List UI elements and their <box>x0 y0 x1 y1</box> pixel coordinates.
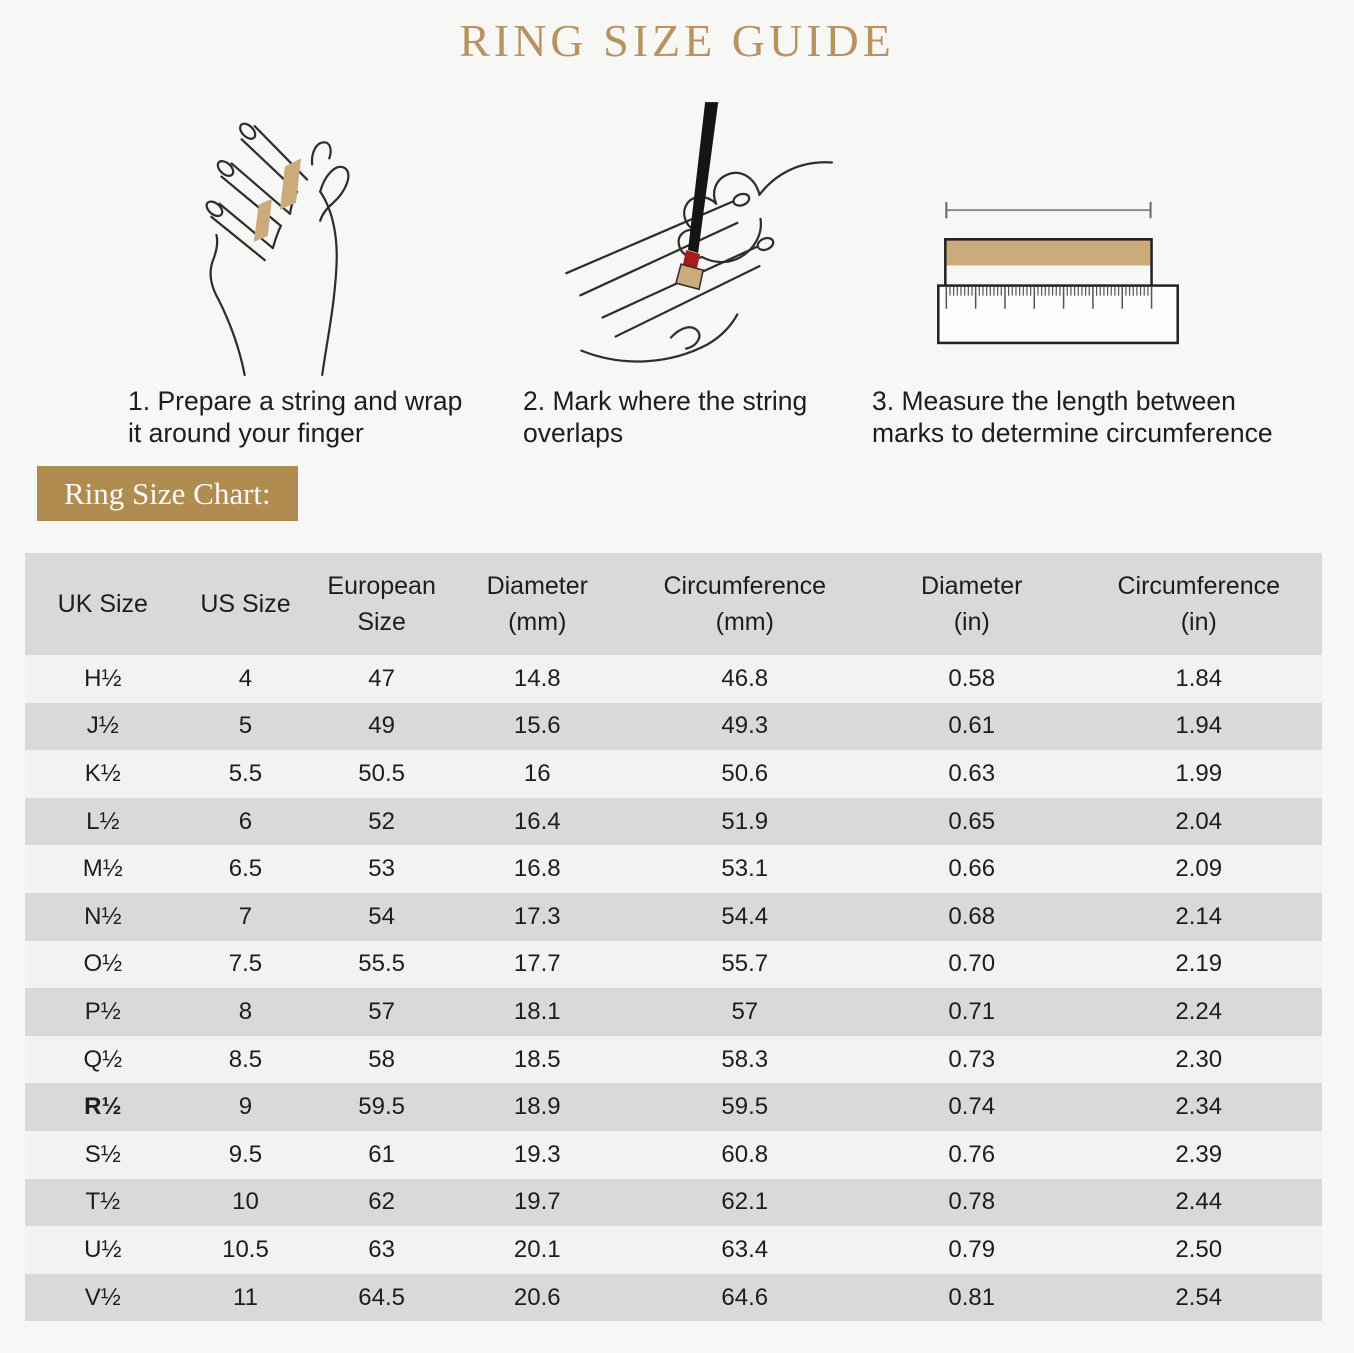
step3-illustration <box>932 188 1184 354</box>
table-row <box>25 845 1322 893</box>
table-cell: M½ <box>25 845 181 893</box>
table-cell: 10.5 <box>181 1226 311 1274</box>
table-cell: N½ <box>25 893 181 941</box>
table-cell: 9.5 <box>181 1131 311 1179</box>
table-cell: 2.50 <box>1076 1226 1322 1274</box>
table-cell: 11 <box>181 1274 311 1322</box>
table-cell: 17.7 <box>453 941 622 989</box>
pen-marking-string-icon <box>518 102 850 384</box>
table-row <box>25 1179 1322 1227</box>
table-cell: 0.78 <box>868 1179 1076 1227</box>
string-band <box>280 158 301 209</box>
table-cell: 7.5 <box>181 941 311 989</box>
table-cell: 59.5 <box>622 1083 868 1131</box>
table-cell: 60.8 <box>622 1131 868 1179</box>
table-cell: 58.3 <box>622 1036 868 1084</box>
table-header-row <box>25 553 1322 655</box>
table-cell: L½ <box>25 798 181 846</box>
table-cell: 64.5 <box>310 1274 453 1322</box>
table-cell: 8 <box>181 988 311 1036</box>
table-cell: 5 <box>181 703 311 751</box>
table-cell: 0.76 <box>868 1131 1076 1179</box>
string-band <box>676 264 703 289</box>
column-header: US Size <box>181 553 311 655</box>
table-row <box>25 703 1322 751</box>
step2-caption: 2. Mark where the string overlaps <box>523 386 808 448</box>
table-cell: 2.24 <box>1076 988 1322 1036</box>
table-cell: S½ <box>25 1131 181 1179</box>
table-cell: 0.73 <box>868 1036 1076 1084</box>
table-cell: 0.65 <box>868 798 1076 846</box>
table-cell: J½ <box>25 703 181 751</box>
table-cell: K½ <box>25 750 181 798</box>
string-strip <box>945 239 1151 265</box>
table-cell: 19.7 <box>453 1179 622 1227</box>
table-cell: 14.8 <box>453 655 622 703</box>
table-cell: 55.5 <box>310 941 453 989</box>
step1-caption: 1. Prepare a string and wrap it around your finger <box>128 386 463 448</box>
table-cell: 58 <box>310 1036 453 1084</box>
table-row <box>25 1131 1322 1179</box>
table-row <box>25 1083 1322 1131</box>
table-cell: 0.68 <box>868 893 1076 941</box>
table-cell: T½ <box>25 1179 181 1227</box>
table-cell: 0.79 <box>868 1226 1076 1274</box>
table-cell: 19.3 <box>453 1131 622 1179</box>
table-cell: 49.3 <box>622 703 868 751</box>
column-header: Circumference (mm) <box>622 553 868 655</box>
table-body <box>25 655 1322 1321</box>
table-row <box>25 798 1322 846</box>
table-cell: 50.6 <box>622 750 868 798</box>
table-cell: 16 <box>453 750 622 798</box>
table-cell: 59.5 <box>310 1083 453 1131</box>
table-cell: 64.6 <box>622 1274 868 1322</box>
table-cell: 1.99 <box>1076 750 1322 798</box>
table-cell: 18.1 <box>453 988 622 1036</box>
table-cell: 51.9 <box>622 798 868 846</box>
table-cell: 2.19 <box>1076 941 1322 989</box>
table-cell: 18.9 <box>453 1083 622 1131</box>
table-row <box>25 750 1322 798</box>
step3-caption: 3. Measure the length between marks to determine circumference <box>872 386 1273 448</box>
table-cell: 49 <box>310 703 453 751</box>
page-title: RING SIZE GUIDE <box>459 15 895 66</box>
table-cell: V½ <box>25 1274 181 1322</box>
table-cell: 15.6 <box>453 703 622 751</box>
table-cell: 6.5 <box>181 845 311 893</box>
table-cell: 63.4 <box>622 1226 868 1274</box>
table-cell: 0.71 <box>868 988 1076 1036</box>
table-cell: P½ <box>25 988 181 1036</box>
table-cell: 1.94 <box>1076 703 1322 751</box>
table-cell: 0.70 <box>868 941 1076 989</box>
column-header: Diameter (mm) <box>453 553 622 655</box>
table-row <box>25 1036 1322 1084</box>
table-cell: 53.1 <box>622 845 868 893</box>
table-row <box>25 988 1322 1036</box>
column-header: Diameter (in) <box>868 553 1076 655</box>
table-cell: 16.4 <box>453 798 622 846</box>
table-cell: 8.5 <box>181 1036 311 1084</box>
ruler-measuring-icon <box>932 188 1184 354</box>
table-header <box>25 553 1322 655</box>
table-cell: Q½ <box>25 1036 181 1084</box>
table-cell: 16.8 <box>453 845 622 893</box>
table-cell: 52 <box>310 798 453 846</box>
table-cell: 63 <box>310 1226 453 1274</box>
table-cell: 2.44 <box>1076 1179 1322 1227</box>
table-cell: 0.58 <box>868 655 1076 703</box>
ring-size-chart-badge <box>37 466 298 521</box>
table-cell: 2.04 <box>1076 798 1322 846</box>
table-cell: 10 <box>181 1179 311 1227</box>
table-cell: 5.5 <box>181 750 311 798</box>
table-cell: 6 <box>181 798 311 846</box>
hand-with-string-icon <box>168 100 420 382</box>
table-cell: 57 <box>622 988 868 1036</box>
table-cell: 50.5 <box>310 750 453 798</box>
table-cell: O½ <box>25 941 181 989</box>
ruler-body <box>938 286 1177 343</box>
table-cell: 20.6 <box>453 1274 622 1322</box>
table-cell: 0.61 <box>868 703 1076 751</box>
table-cell: 1.84 <box>1076 655 1322 703</box>
table-cell: 2.09 <box>1076 845 1322 893</box>
table-cell: 9 <box>181 1083 311 1131</box>
table-cell: 20.1 <box>453 1226 622 1274</box>
table-cell: 0.74 <box>868 1083 1076 1131</box>
table-cell: 62 <box>310 1179 453 1227</box>
table-cell: 55.7 <box>622 941 868 989</box>
ring-size-chart-label: Ring Size Chart: <box>64 476 271 511</box>
table-row <box>25 1226 1322 1274</box>
column-header: Circumference (in) <box>1076 553 1322 655</box>
table-cell: 0.81 <box>868 1274 1076 1322</box>
table-cell: 0.66 <box>868 845 1076 893</box>
table-row <box>25 1274 1322 1322</box>
table-cell: U½ <box>25 1226 181 1274</box>
table-row <box>25 893 1322 941</box>
table-row <box>25 941 1322 989</box>
table-cell: 62.1 <box>622 1179 868 1227</box>
table-cell: 47 <box>310 655 453 703</box>
table-cell: 0.63 <box>868 750 1076 798</box>
table-cell: 54.4 <box>622 893 868 941</box>
table-cell: 53 <box>310 845 453 893</box>
ring-size-table <box>25 553 1322 1321</box>
table-cell: 61 <box>310 1131 453 1179</box>
table-cell: R½ <box>25 1083 181 1131</box>
table-cell: 17.3 <box>453 893 622 941</box>
table-cell: 2.30 <box>1076 1036 1322 1084</box>
table-cell: 2.54 <box>1076 1274 1322 1322</box>
table-cell: 2.34 <box>1076 1083 1322 1131</box>
step2-illustration <box>518 102 850 384</box>
pen <box>688 102 718 253</box>
table-cell: 57 <box>310 988 453 1036</box>
table-cell: 54 <box>310 893 453 941</box>
column-header: UK Size <box>25 553 181 655</box>
table-cell: 2.39 <box>1076 1131 1322 1179</box>
table-row <box>25 655 1322 703</box>
table-cell: 4 <box>181 655 311 703</box>
column-header: European Size <box>310 553 453 655</box>
table-cell: 46.8 <box>622 655 868 703</box>
table-cell: 18.5 <box>453 1036 622 1084</box>
table-cell: H½ <box>25 655 181 703</box>
table-cell: 2.14 <box>1076 893 1322 941</box>
step1-illustration <box>168 100 420 382</box>
table-cell: 7 <box>181 893 311 941</box>
